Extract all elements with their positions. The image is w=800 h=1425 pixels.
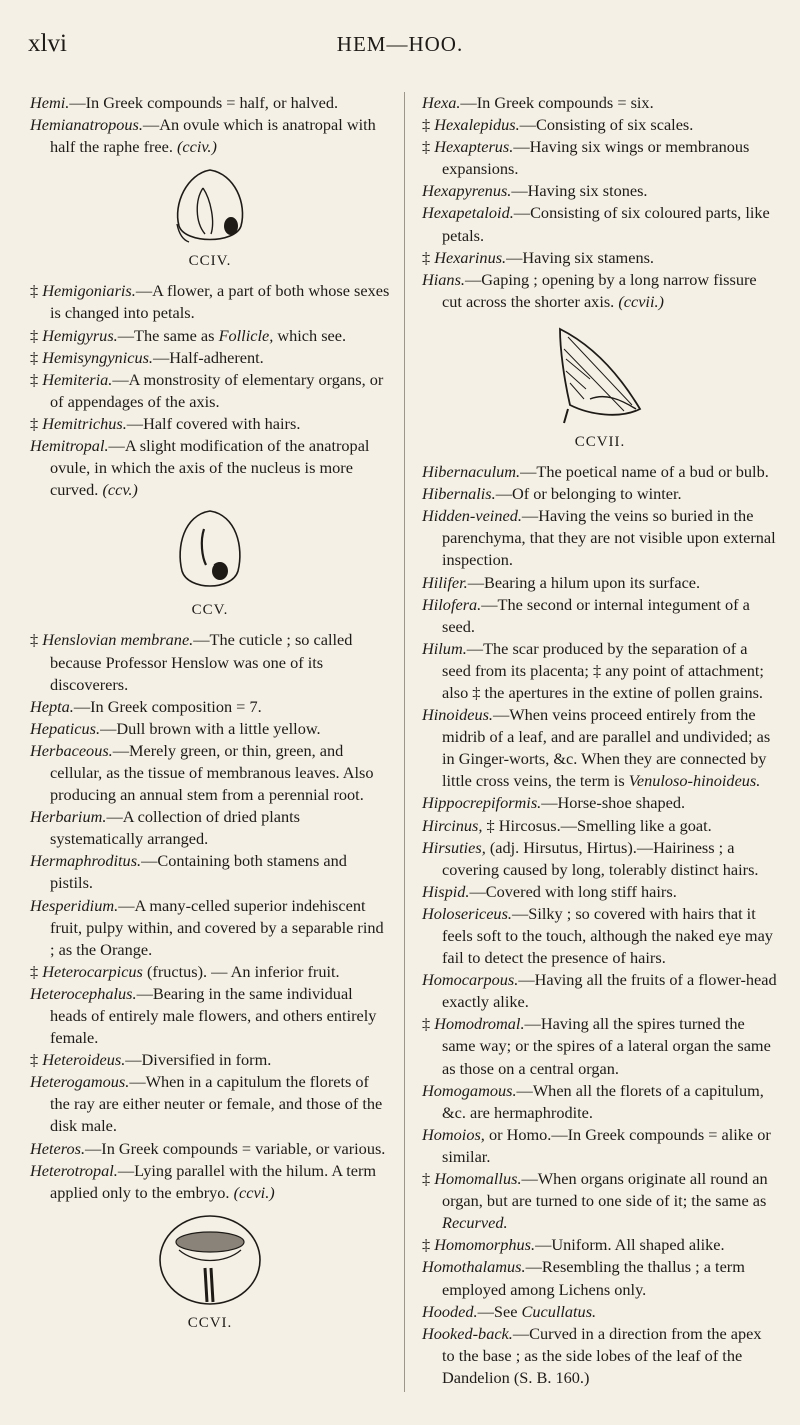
headword: Hians. xyxy=(422,269,465,289)
definition: —In Greek compounds = half, or halved. xyxy=(69,93,339,112)
definition: —An ovule which is anatropal with half the raphe free. xyxy=(50,115,376,157)
definition: —A monstrosity of elementary organs, or of appendages of the axis. xyxy=(50,369,384,411)
obsolete-mark: ‡ xyxy=(422,247,435,267)
headword: Heterocephalus. xyxy=(30,983,137,1003)
headword: Heterocarpicus xyxy=(42,961,143,981)
glossary-entry xyxy=(422,704,778,792)
headword: Heterogamous. xyxy=(30,1072,130,1092)
glossary-entry xyxy=(422,1124,778,1168)
glossary-entry xyxy=(422,969,778,1013)
headword: Herbarium. xyxy=(30,807,107,827)
headword: Hippocrepiformis. xyxy=(422,793,542,813)
glossary-entry xyxy=(30,983,390,1049)
definition: —A slight modification of the anatropal ovule, in which the axis of the nucleus is more curved. xyxy=(50,436,370,500)
glossary-entry xyxy=(422,92,778,114)
headword: Hemigyrus. xyxy=(42,325,118,345)
definition: —Curved in a direction from the apex to the base ; as the side lobes of the leaf of the Dandelion (S. B. 160.) xyxy=(442,1323,762,1387)
definition: —The scar produced by the separation of a seed from its placenta; ‡ any point of attachment; also ‡ the apertures in the extine of pollen grains. xyxy=(442,638,764,702)
definition: —Diversified in form. xyxy=(125,1050,272,1070)
definition: (fructus). — An inferior fruit. xyxy=(142,961,340,981)
glossary-entry xyxy=(30,806,390,850)
headword: Hermaphroditus. xyxy=(30,851,142,871)
headword: Homothalamus. xyxy=(422,1257,526,1277)
definition: —In Greek composition = 7. xyxy=(73,696,262,716)
page-number: xlvi xyxy=(28,30,67,57)
glossary-entry xyxy=(422,114,778,136)
left-column xyxy=(30,92,390,1342)
glossary-entry xyxy=(422,881,778,903)
headword: Hexapterus. xyxy=(434,137,514,157)
obsolete-mark: ‡ xyxy=(422,137,435,157)
obsolete-mark: ‡ xyxy=(422,1169,435,1189)
definition: —Dull brown with a little yellow. xyxy=(100,718,321,738)
headword: Hirsuties, xyxy=(422,837,486,857)
figure-reference: (cciv.) xyxy=(172,137,217,157)
headword: Hibernaculum. xyxy=(422,462,521,482)
glossary-entry xyxy=(30,629,390,695)
glossary-entry xyxy=(30,369,390,413)
definition: —Horse-shoe shaped. xyxy=(541,793,686,813)
glossary-entry xyxy=(30,347,390,369)
glossary-entry xyxy=(30,961,390,983)
definition: —A many-celled superior indehiscent fruit, pulpy within, and covered by a separable rind ; as the Orange. xyxy=(50,895,384,959)
definition: —Having six stamens. xyxy=(506,247,654,267)
ovule-figure-cciv xyxy=(30,164,390,248)
headword: Hooked-back. xyxy=(422,1323,513,1343)
definition: —Having the veins so buried in the parenchyma, that they are not visible upon external inspection. xyxy=(442,506,776,570)
definition: —Silky ; so covered with hairs that it feels soft to the touch, although the naked eye may fail to detect the presence of hairs. xyxy=(442,903,773,968)
headword: Hircinus, xyxy=(422,815,483,835)
right-column xyxy=(422,92,778,1389)
headword: Hexalepidus. xyxy=(434,115,520,135)
glossary-entry xyxy=(422,638,778,704)
figure-caption: CCIV. xyxy=(188,253,232,270)
glossary-entry xyxy=(30,740,390,806)
definition: —Containing both stamens and pistils. xyxy=(50,851,347,893)
glossary-entry xyxy=(422,572,778,594)
headword: Hemianatropous. xyxy=(30,115,143,135)
glossary-entry xyxy=(422,461,778,483)
figure-reference: (ccvi.) xyxy=(229,1182,275,1202)
definition: —A flower, a part of both whose sexes is changed into petals. xyxy=(50,281,390,323)
glossary-entry xyxy=(422,1013,778,1079)
definition-tail: which see. xyxy=(273,325,347,345)
headword: Hesperidium. xyxy=(30,895,119,915)
glossary-entry xyxy=(422,269,778,313)
definition: —Bearing in the same individual heads of entirely male flowers, and others entirely female. xyxy=(50,983,377,1048)
obsolete-mark: ‡ xyxy=(30,413,43,433)
headword: Hemisyngynicus. xyxy=(42,347,153,367)
headword: Heteros. xyxy=(30,1138,86,1158)
cross-reference: Recurved. xyxy=(442,1213,508,1233)
definition: —See xyxy=(477,1301,522,1321)
headword: Holosericeus. xyxy=(422,903,512,923)
obsolete-mark: ‡ xyxy=(30,630,43,650)
definition: (adj. Hirsutus, Hirtus).—Hairiness ; a covering caused by long, tolerably distinct hairs. xyxy=(442,837,759,879)
glossary-entry xyxy=(30,718,390,740)
obsolete-mark: ‡ xyxy=(30,369,43,389)
definition: —Of or belonging to winter. xyxy=(495,484,682,504)
glossary-entry xyxy=(422,202,778,246)
definition: or Homo.—In Greek compounds = alike or similar. xyxy=(442,1124,771,1166)
glossary-entry xyxy=(30,435,390,501)
glossary-entry xyxy=(30,696,390,718)
glossary-entry xyxy=(30,280,390,324)
headword: Heteroideus. xyxy=(42,1050,126,1070)
headword: Homodromal. xyxy=(434,1014,525,1034)
figure-reference: (ccv.) xyxy=(98,480,138,500)
definition: —In Greek compounds = six. xyxy=(460,93,654,112)
definition: —Gaping ; opening by a long narrow fissure cut across the shorter axis. xyxy=(442,269,757,311)
glossary-entry xyxy=(422,1256,778,1300)
headword: Henslovian membrane. xyxy=(42,630,194,650)
glossary-entry xyxy=(422,1080,778,1124)
obsolete-mark: ‡ xyxy=(422,115,435,135)
running-head: HEM—HOO. xyxy=(336,32,464,56)
definition: —When organs originate all round an organ, but are turned to one side of it; the same as xyxy=(442,1169,768,1211)
headword: Hexapyrenus. xyxy=(422,181,512,201)
definition: —Consisting of six scales. xyxy=(519,115,694,135)
definition: —When veins proceed entirely from the midrib of a leaf, and are parallel and undivided; as in Ginger-worts, &c. When they are connected by little cross veins, the term is xyxy=(442,705,771,791)
glossary-entry xyxy=(30,413,390,435)
headword: Hexarinus. xyxy=(434,247,507,267)
glossary-entry xyxy=(422,483,778,505)
glossary-entry xyxy=(30,92,390,114)
headword: Hemi. xyxy=(30,93,70,112)
headword: Hilofera. xyxy=(422,594,482,614)
definition: ‡ Hircosus.—Smelling like a goat. xyxy=(482,815,712,835)
glossary-entry xyxy=(30,1071,390,1137)
headword: Hooded. xyxy=(422,1301,478,1321)
obsolete-mark: ‡ xyxy=(422,1014,435,1034)
glossary-entry xyxy=(30,325,390,347)
definition: —The same as xyxy=(117,325,219,345)
definition: —The poetical name of a bud or bulb. xyxy=(520,462,769,482)
definition: —The second or internal integument of a seed. xyxy=(442,594,750,636)
glossary-entry xyxy=(422,247,778,269)
definition: —Having six wings or membranous expansions. xyxy=(442,137,750,179)
glossary-entry xyxy=(30,895,390,961)
figure-caption: CCV. xyxy=(191,602,229,619)
glossary-entry xyxy=(422,136,778,180)
headword: Hispid. xyxy=(422,881,470,901)
definition: —Merely green, or thin, green, and cellular, as the tissue of membranous leaves. Also producing an annual stem from a perennial root. xyxy=(50,740,374,805)
headword: Hilum. xyxy=(422,638,467,658)
glossary-entry xyxy=(30,1049,390,1071)
glossary-entry xyxy=(422,1301,778,1323)
definition: —Uniform. All shaped alike. xyxy=(535,1235,725,1255)
definition: —Bearing a hilum upon its surface. xyxy=(467,572,701,592)
definition: —Resembling the thallus ; a term employed among Lichens only. xyxy=(442,1257,745,1299)
figure-reference: (ccvii.) xyxy=(614,291,664,311)
headword: Hexa. xyxy=(422,93,461,112)
obsolete-mark: ‡ xyxy=(422,1235,435,1255)
glossary-entry xyxy=(422,180,778,202)
definition: —When all the florets of a capitulum, &c. are hermaphrodite. xyxy=(442,1080,764,1122)
ovule-figure-ccv xyxy=(30,507,390,597)
headword: Homoios, xyxy=(422,1124,485,1144)
obsolete-mark: ‡ xyxy=(30,1050,43,1070)
headword: Hemigoniaris. xyxy=(42,281,136,301)
glossary-entry xyxy=(422,594,778,638)
headword: Hilifer. xyxy=(422,572,468,592)
definition: —When in a capitulum the florets of the ray are either neuter or female, and those of the disk male. xyxy=(50,1072,383,1136)
glossary-entry xyxy=(422,1323,778,1389)
glossary-entry xyxy=(422,1168,778,1234)
headword: Homomorphus. xyxy=(434,1235,536,1255)
glossary-entry xyxy=(422,1234,778,1256)
headword: Hemitropal. xyxy=(30,436,109,456)
definition: —Lying parallel with the hilum. A term applied only to the embryo. xyxy=(50,1160,377,1202)
definition: —Having all the spires turned the same way; or the spires of a lateral organ the same as those on a central organ. xyxy=(442,1014,771,1078)
headword: Heterotropal. xyxy=(30,1160,118,1180)
obsolete-mark: ‡ xyxy=(30,961,43,981)
headword: Hidden-veined. xyxy=(422,506,522,526)
cross-reference: Follicle, xyxy=(218,325,274,345)
column-divider xyxy=(404,92,405,1392)
definition: —A collection of dried plants systematically arranged. xyxy=(50,807,300,849)
glossary-entry xyxy=(422,903,778,969)
headword: Homomallus. xyxy=(434,1169,522,1189)
headword: Hemiteria. xyxy=(42,369,113,389)
figure-caption: CCVI. xyxy=(187,1314,233,1331)
headword: Hemitrichus. xyxy=(42,413,127,433)
glossary-entry xyxy=(422,792,778,814)
definition: —Half-adherent. xyxy=(153,347,264,367)
glossary-entry xyxy=(30,850,390,894)
headword: Homogamous. xyxy=(422,1080,517,1100)
definition: —Having six stones. xyxy=(511,181,648,201)
definition: —Covered with long stiff hairs. xyxy=(469,881,677,901)
glossary-entry xyxy=(422,505,778,571)
headword: Homocarpous. xyxy=(422,970,519,990)
obsolete-mark: ‡ xyxy=(30,281,43,301)
glossary-entry xyxy=(422,815,778,837)
glossary-entry xyxy=(30,1138,390,1160)
headword: Hibernalis. xyxy=(422,484,496,504)
cross-reference: Venuloso-hinoideus. xyxy=(628,771,761,791)
definition: —In Greek compounds = variable, or various. xyxy=(85,1138,386,1158)
definition: —The cuticle ; so called because Professor Henslow was one of its discoverers. xyxy=(50,630,353,694)
definition: —Having all the fruits of a flower-head exactly alike. xyxy=(442,970,777,1012)
glossary-entry xyxy=(30,1160,390,1204)
figure-caption: CCVII. xyxy=(574,433,626,450)
cross-reference: Cucullatus. xyxy=(521,1301,597,1321)
glossary-entry xyxy=(422,837,778,881)
definition: —Consisting of six coloured parts, like petals. xyxy=(442,203,770,245)
definition: —Half covered with hairs. xyxy=(126,413,301,433)
obsolete-mark: ‡ xyxy=(30,347,43,367)
headword: Hepta. xyxy=(30,696,74,716)
gaping-figure-ccvii xyxy=(422,319,778,429)
obsolete-mark: ‡ xyxy=(30,325,43,345)
headword: Herbaceous. xyxy=(30,740,113,760)
ovule-figure-ccvi xyxy=(30,1210,390,1310)
headword: Hepaticus. xyxy=(30,718,101,738)
headword: Hinoideus. xyxy=(422,705,493,725)
glossary-entry xyxy=(30,114,390,158)
headword: Hexapetaloid. xyxy=(422,203,514,223)
